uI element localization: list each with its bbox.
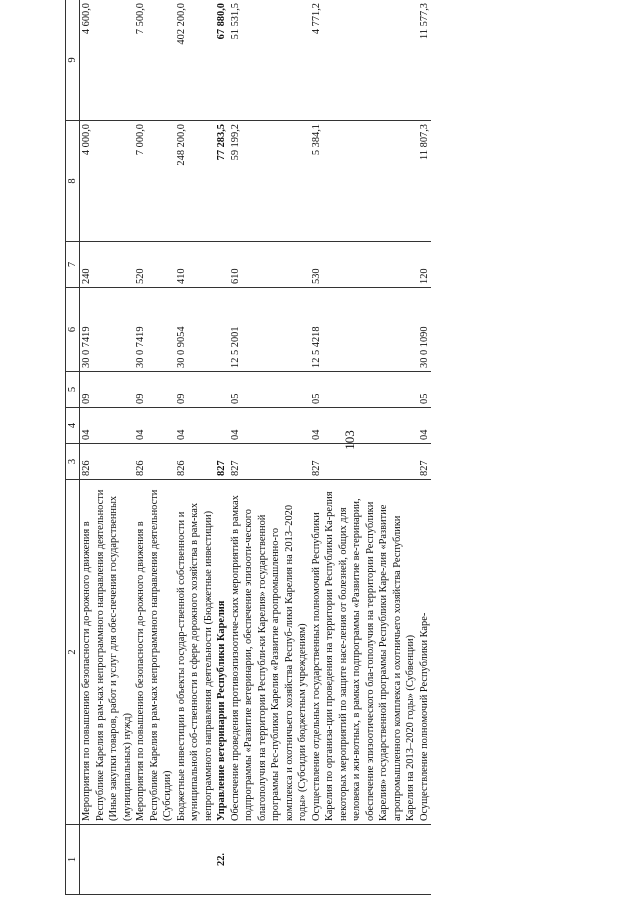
cell-c3-sub: 827	[229, 460, 241, 476]
cell-c5: 09	[80, 372, 135, 408]
header-row	[66, 0, 80, 895]
row-number	[310, 825, 418, 895]
cell-c3: 826	[175, 444, 216, 480]
table-row-section	[215, 0, 310, 895]
cell-c6: 30 0 9054	[175, 288, 216, 372]
cell-c5-sub: 05	[229, 393, 241, 404]
cell-c7: 520	[134, 242, 175, 288]
cell-c9: 4 771,2	[310, 0, 418, 121]
cell-c5: 09	[134, 372, 175, 408]
cell-c9-group	[215, 0, 310, 121]
header-col-9: 9	[66, 0, 80, 121]
cell-c7: 530	[310, 242, 418, 288]
cell-c7-sub: 610	[229, 268, 241, 284]
cell-c6: 30 0 7419	[134, 288, 175, 372]
cell-c9-sub: 51 531,5	[229, 3, 241, 40]
cell-c9: 4 600,0	[80, 0, 135, 121]
cell-c6	[215, 291, 229, 368]
cell-c9: 402 200,0	[175, 0, 216, 121]
cell-c9: 67 880,0	[216, 3, 227, 40]
cell-c3: 826	[134, 444, 175, 480]
cell-c4: 04	[80, 408, 135, 444]
cell-c4-group	[215, 408, 310, 444]
cell-c8: 4 000,0	[80, 121, 135, 242]
row-number	[80, 825, 135, 895]
cell-c5: 09	[175, 372, 216, 408]
header-col-5: 5	[66, 372, 80, 408]
cell-c7	[215, 245, 229, 284]
row-name: Мероприятия по повышению безопасности до-рожного движения в Республике Карелия в рам-ках непрограммного направления деятельности (Субсидии)	[134, 480, 175, 825]
table-row	[175, 0, 216, 895]
header-col-6: 6	[66, 288, 80, 372]
row-number	[134, 825, 175, 895]
cell-c3: 827	[418, 444, 432, 480]
cell-c4-sub: 04	[229, 429, 241, 440]
cell-c5-group	[215, 372, 310, 408]
cell-c3-group	[215, 444, 310, 480]
header-col-7: 7	[66, 242, 80, 288]
cell-c8: 5 384,1	[310, 121, 418, 242]
page-number: 103	[342, 430, 357, 450]
cell-c8: 77 283,5	[216, 124, 227, 161]
cell-c3: 827	[216, 460, 227, 476]
table-row	[134, 0, 175, 895]
row-name: Мероприятия по повышению безопасности до-рожного движения в Республике Карелия в рам-ках непрограммного направления деятельности (Иные закупки товаров, работ и услуг для обес-печения государственных (муниципальных) нужд)	[80, 480, 135, 825]
table-row	[418, 0, 432, 895]
row-number	[175, 825, 216, 895]
cell-c6-sub: 12 5 2001	[229, 326, 241, 368]
cell-c7: 240	[80, 242, 135, 288]
cell-c6: 30 0 7419	[80, 288, 135, 372]
cell-c6: 12 5 4218	[310, 288, 418, 372]
header-col-4: 4	[66, 408, 80, 444]
section-title: Управление ветеринарии Республики Карелия	[216, 600, 227, 821]
cell-c8-group	[215, 121, 310, 242]
cell-c5: 05	[418, 372, 432, 408]
row-name: Обеспечение проведения противоэпизоотиче-ских мероприятий в рамках подпрограммы «Развитие ветеринарии, обеспечение эпизооти-ческого благополучия на территории Республи-ки Карелия» государственной программы Рес-публики Карелия «Развитие агропромышленно-го комплекса и охотничьего хозяйства Респуб-лики Карелия на 2013–2020 годы» (Субсидии бюджетным учреждениям)	[229, 495, 308, 821]
row-number: 22.	[215, 825, 310, 895]
cell-c5: 05	[310, 372, 418, 408]
header-col-3: 3	[66, 444, 80, 480]
cell-c8: 248 200,0	[175, 121, 216, 242]
cell-c9: 11 577,3	[418, 0, 432, 121]
cell-c5	[215, 375, 229, 404]
budget-table	[65, 0, 431, 895]
cell-c6: 30 0 1090	[418, 288, 432, 372]
cell-c4	[215, 411, 229, 440]
cell-c8-sub: 59 199,2	[229, 124, 241, 161]
cell-c7-group	[215, 242, 310, 288]
row-name: Осуществление полномочий Республики Каре-	[418, 480, 432, 825]
cell-c8: 7 000,0	[134, 121, 175, 242]
row-name: Осуществление отдельных государственных полномочий Республики Карелия по организа-ции проведения на территории Республики Ка-релия некоторых мероприятий по защите насе-ления от болезней, общих для человека и жи-вотных, в рамках подпрограммы «Развитие ве-теринарии, обеспечение эпизоотического бла-гополучия на территории Республики Карелия» государственной программы Республики Каре-лия «Развитие агропромышленного комплекса и охотничьего хозяйства Республики Карелия на 2013–2020 годы» (Субвенции)	[310, 480, 418, 825]
cell-c3: 826	[80, 444, 135, 480]
header-col-8: 8	[66, 121, 80, 242]
row-name-group	[215, 480, 310, 825]
cell-c4: 04	[134, 408, 175, 444]
cell-c9: 7 500,0	[134, 0, 175, 121]
cell-c6-group	[215, 288, 310, 372]
row-number	[418, 825, 432, 895]
header-col-2: 2	[66, 480, 80, 825]
table-row	[80, 0, 135, 895]
cell-c4: 04	[175, 408, 216, 444]
cell-c4: 04	[418, 408, 432, 444]
row-name: Бюджетные инвестиции в объекты государ-ственной собственности и муниципальной соб-ственности в сфере дорожного хозяйства в рам-ках непрограммного направления деятельности (Бюджетные инвестиции)	[175, 480, 216, 825]
cell-c8: 11 807,3	[418, 121, 432, 242]
rotated-table-page	[10, 0, 630, 895]
table-row	[310, 0, 418, 895]
header-col-1: 1	[66, 825, 80, 895]
cell-c3: 827	[310, 444, 418, 480]
cell-c7: 410	[175, 242, 216, 288]
cell-c4: 04	[310, 408, 418, 444]
cell-c7: 120	[418, 242, 432, 288]
